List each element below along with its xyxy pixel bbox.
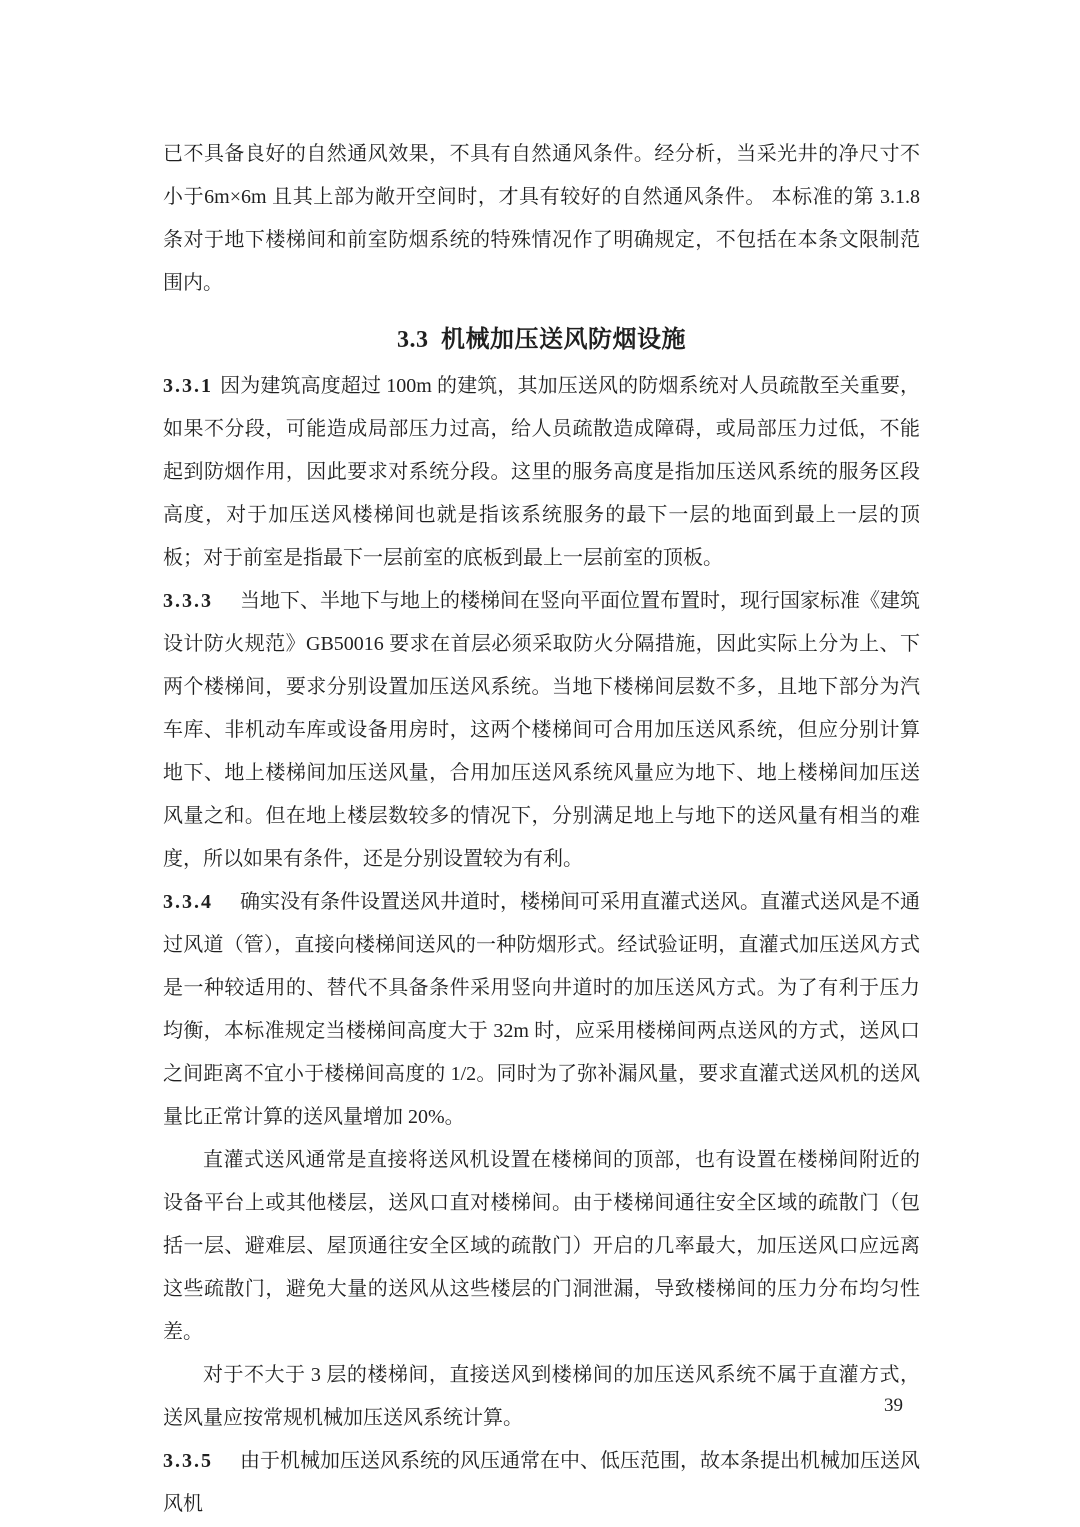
body-paragraph: [163, 1139, 920, 1354]
section-heading: 3.3 机械加压送风防烟设施: [397, 327, 686, 353]
clause-text: 当地下、半地下与地上的楼梯间在竖向平面位置布置时，现行国家标准《建筑设计防火规范》GB50016 要求在首层必须采取防火分隔措施，因此实际上分为上、下两个楼梯间，要求分别设置加压送风系统。当地下楼梯间层数不多，且地下部分为汽车库、非机动车库或设备用房时，这两个楼梯间可合用加压送风系统，但应分别计算地下、地上楼梯间加压送风量，合用加压送风系统风量应为地下、地上楼梯间加压送风量之和。但在地上楼层数较多的情况下，分别满足地上与地下的送风量有相当的难度，所以如果有条件，还是分别设置较为有利。: [163, 590, 920, 870]
clause-3-3-4: [163, 881, 920, 1139]
clause-number: 3.3.4: [163, 891, 213, 913]
clause-text: 由于机械加压送风系统的风压通常在中、低压范围，故本条提出机械加压送风风机: [163, 1450, 920, 1515]
page-content: [163, 133, 920, 1526]
page-number: 39: [884, 1395, 903, 1416]
body-paragraph: [163, 1354, 920, 1440]
paragraph-text: 对于不大于 3 层的楼梯间，直接送风到楼梯间的加压送风系统不属于直灌方式，送风量应按常规机械加压送风系统计算。: [163, 1364, 920, 1429]
continuation-paragraph: 已不具备良好的自然通风效果，不具有自然通风条件。经分析，当采光井的净尺寸不小于6m×6m 且其上部为敞开空间时，才具有较好的自然通风条件。 本标准的第 3.1.8 条对于地下楼梯间和前室防烟系统的特殊情况作了明确规定，不包括在本条文限制范围内。: [163, 143, 920, 294]
clause-3-3-3: [163, 580, 920, 881]
clause-text: 确实没有条件设置送风井道时，楼梯间可采用直灌式送风。直灌式送风是不通过风道（管），直接向楼梯间送风的一种防烟形式。经试验证明，直灌式加压送风方式是一种较适用的、替代不具备条件采用竖向井道时的加压送风方式。为了有利于压力均衡，本标准规定当楼梯间高度大于 32m 时，应采用楼梯间两点送风的方式，送风口之间距离不宜小于楼梯间高度的 1/2。同时为了弥补漏风量，要求直灌式送风机的送风量比正常计算的送风量增加 20%。: [163, 891, 920, 1128]
clause-3-3-1: [163, 365, 920, 580]
clause-number: 3.3.5: [163, 1450, 213, 1472]
clause-number: 3.3.3: [163, 590, 213, 612]
clause-number: 3.3.1: [163, 375, 213, 397]
clause-text: 因为建筑高度超过 100m 的建筑，其加压送风的防烟系统对人员疏散至关重要，如果不分段，可能造成局部压力过高，给人员疏散造成障碍，或局部压力过低，不能起到防烟作用，因此要求对系统分段。这里的服务高度是指加压送风系统的服务区段高度，对于加压送风楼梯间也就是指该系统服务的最下一层的地面到最上一层的顶板；对于前室是指最下一层前室的底板到最上一层前室的顶板。: [163, 375, 920, 569]
clause-3-3-5: [163, 1440, 920, 1526]
paragraph-text: 直灌式送风通常是直接将送风机设置在楼梯间的顶部，也有设置在楼梯间附近的设备平台上或其他楼层，送风口直对楼梯间。由于楼梯间通往安全区域的疏散门（包括一层、避难层、屋顶通往安全区域的疏散门）开启的几率最大，加压送风口应远离这些疏散门，避免大量的送风从这些楼层的门洞泄漏，导致楼梯间的压力分布均匀性差。: [163, 1149, 920, 1343]
